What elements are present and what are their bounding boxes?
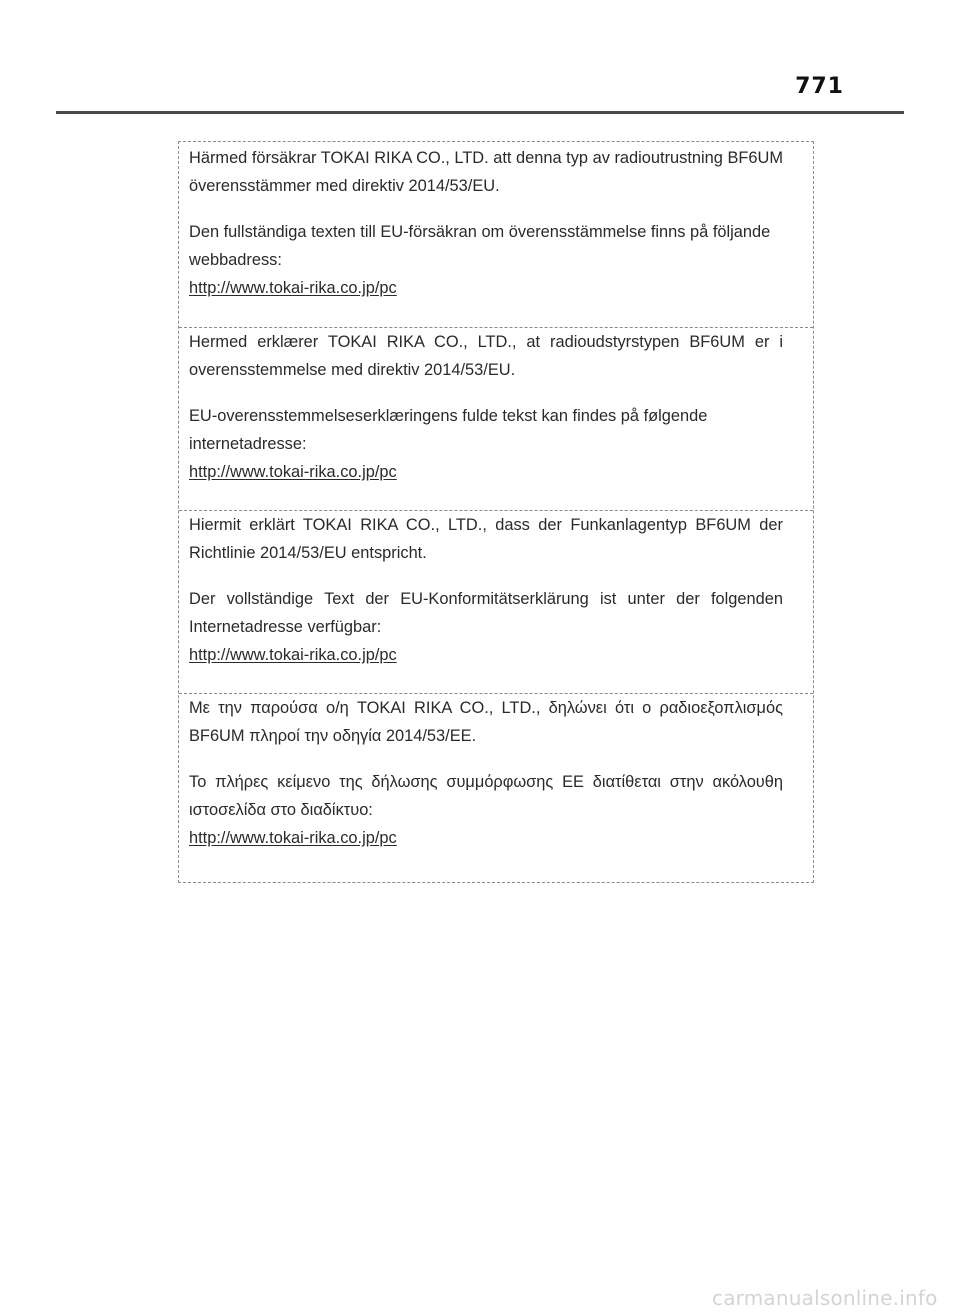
header-rule	[56, 111, 904, 114]
declaration-danish	[179, 327, 813, 486]
watermark: carmanualsonline.info	[712, 1286, 938, 1310]
fulltext-greek: Το πλήρες κείμενο της δήλωσης συμμόρφωσης ΕΕ διατίθεται στην ακόλουθη ιστοσελίδα στο διαδίκτυο:	[189, 773, 783, 819]
declaration-greek	[179, 693, 813, 852]
statement-danish: Hermed erklærer TOKAI RIKA CO., LTD., at radioudstyrstypen BF6UM er i overensstemmelse med direktiv 2014/53/EU.	[189, 333, 783, 379]
fulltext-german: Der vollständige Text der EU-Konformitätserklärung ist unter der folgenden Internetadresse verfügbar:	[189, 590, 783, 636]
statement-german: Hiermit erklärt TOKAI RIKA CO., LTD., dass der Funkanlagentyp BF6UM der Richtlinie 2014/53/EU entspricht.	[189, 516, 783, 562]
url-link-german[interactable]: http://www.tokai-rika.co.jp/pc	[189, 646, 397, 664]
declaration-swedish	[179, 142, 813, 302]
url-link-danish[interactable]: http://www.tokai-rika.co.jp/pc	[189, 463, 397, 481]
url-link-greek[interactable]: http://www.tokai-rika.co.jp/pc	[189, 829, 397, 847]
declaration-box	[178, 141, 814, 883]
page-number: 771	[795, 74, 844, 99]
statement-greek: Με την παρούσα ο/η TOKAI RIKA CO., LTD., δηλώνει ότι ο ραδιοεξοπλισμός BF6UM πληροί την οδηγία 2014/53/ΕΕ.	[189, 699, 783, 745]
url-link-swedish[interactable]: http://www.tokai-rika.co.jp/pc	[189, 279, 397, 297]
fulltext-swedish: Den fullständiga texten till EU-försäkran om överensstämmelse finns på följande webbadress:	[189, 223, 771, 269]
fulltext-danish: EU-overensstemmelseserklæringens fulde tekst kan findes på følgende internetadresse:	[189, 407, 708, 453]
declaration-german	[179, 510, 813, 669]
statement-swedish: Härmed försäkrar TOKAI RIKA CO., LTD. att denna typ av radioutrustning BF6UM överensstämmer med direktiv 2014/53/EU.	[189, 149, 783, 195]
